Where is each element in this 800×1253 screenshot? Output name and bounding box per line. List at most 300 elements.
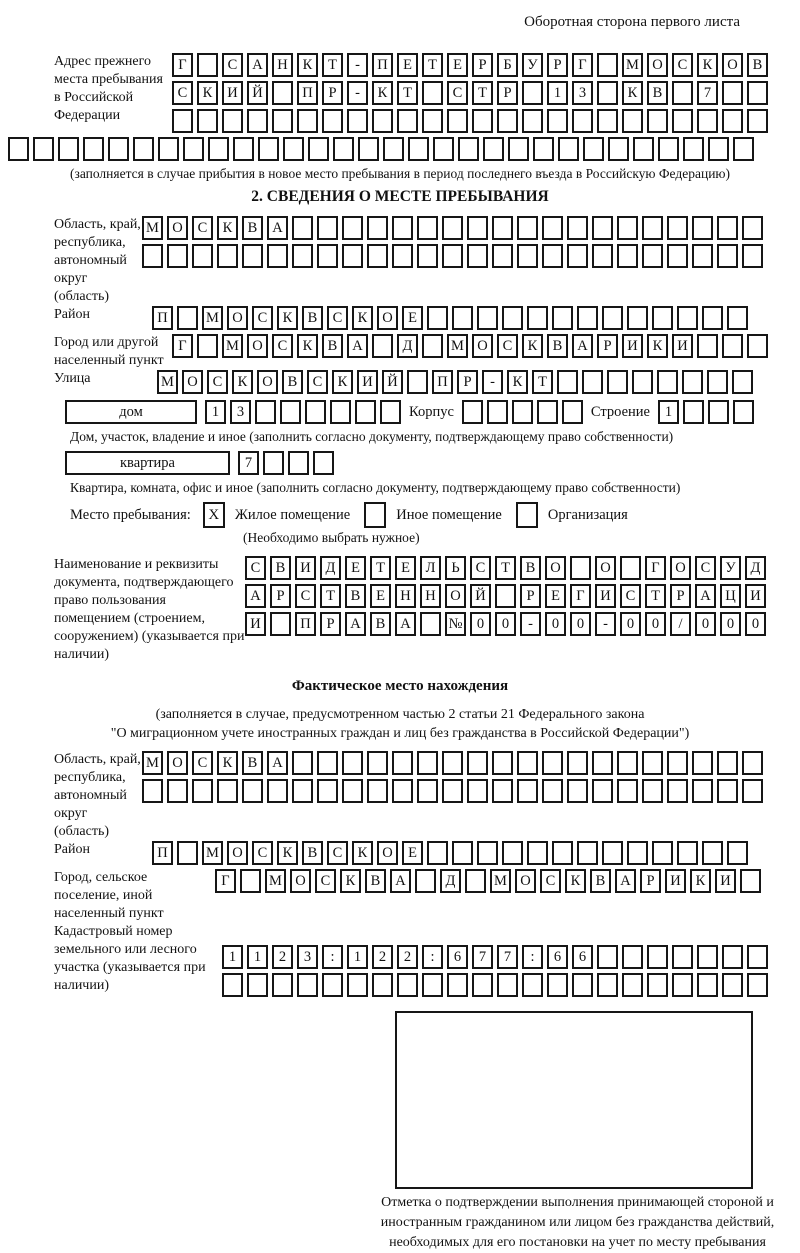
char-cell[interactable] (447, 973, 468, 997)
char-cell[interactable] (283, 137, 304, 161)
char-cell[interactable]: С (252, 841, 273, 865)
char-cell[interactable] (442, 779, 463, 803)
char-cell[interactable]: А (267, 216, 288, 240)
char-cell[interactable] (697, 973, 718, 997)
char-cell[interactable]: Н (395, 584, 416, 608)
char-cell[interactable] (717, 244, 738, 268)
char-cell[interactable]: М (202, 841, 223, 865)
char-cell[interactable]: К (352, 841, 373, 865)
char-cell[interactable] (692, 216, 713, 240)
char-cell[interactable]: О (290, 869, 311, 893)
char-cell[interactable] (467, 779, 488, 803)
char-cell[interactable] (415, 869, 436, 893)
char-cell[interactable] (577, 306, 598, 330)
char-cell[interactable]: И (222, 81, 243, 105)
char-cell[interactable] (742, 751, 763, 775)
char-cell[interactable] (467, 216, 488, 240)
char-cell[interactable]: Р (270, 584, 291, 608)
char-cell[interactable]: Й (470, 584, 491, 608)
char-cell[interactable]: Е (402, 306, 423, 330)
char-cell[interactable]: В (365, 869, 386, 893)
char-cell[interactable]: П (152, 841, 173, 865)
char-cell[interactable]: К (277, 306, 298, 330)
char-cell[interactable] (108, 137, 129, 161)
char-cell[interactable] (517, 216, 538, 240)
char-cell[interactable]: С (245, 556, 266, 580)
char-cell[interactable] (697, 334, 718, 358)
char-cell[interactable]: Р (322, 81, 343, 105)
char-cell[interactable]: Р (497, 81, 518, 105)
char-cell[interactable] (517, 779, 538, 803)
char-cell[interactable] (272, 81, 293, 105)
char-cell[interactable] (422, 334, 443, 358)
char-cell[interactable] (477, 841, 498, 865)
char-cell[interactable]: А (572, 334, 593, 358)
char-cell[interactable] (330, 400, 351, 424)
char-cell[interactable] (620, 556, 641, 580)
char-cell[interactable]: Т (370, 556, 391, 580)
char-cell[interactable]: П (295, 612, 316, 636)
char-cell[interactable] (642, 244, 663, 268)
char-cell[interactable] (433, 137, 454, 161)
char-cell[interactable]: Г (172, 53, 193, 77)
char-cell[interactable]: 1 (347, 945, 368, 969)
char-cell[interactable] (558, 137, 579, 161)
char-cell[interactable] (667, 216, 688, 240)
char-cell[interactable] (567, 751, 588, 775)
char-cell[interactable]: В (547, 334, 568, 358)
char-cell[interactable] (442, 751, 463, 775)
char-cell[interactable]: Т (495, 556, 516, 580)
char-cell[interactable]: С (272, 334, 293, 358)
char-cell[interactable] (297, 109, 318, 133)
char-cell[interactable]: 7 (497, 945, 518, 969)
char-cell[interactable]: М (265, 869, 286, 893)
char-cell[interactable] (683, 137, 704, 161)
char-cell[interactable] (672, 945, 693, 969)
char-cell[interactable]: О (595, 556, 616, 580)
char-cell[interactable] (392, 244, 413, 268)
char-cell[interactable]: К (647, 334, 668, 358)
char-cell[interactable] (672, 109, 693, 133)
char-cell[interactable]: В (270, 556, 291, 580)
char-cell[interactable]: Е (402, 841, 423, 865)
char-cell[interactable]: К (297, 53, 318, 77)
char-cell[interactable] (272, 973, 293, 997)
char-cell[interactable] (733, 137, 754, 161)
char-cell[interactable] (372, 109, 393, 133)
char-cell[interactable] (667, 244, 688, 268)
char-cell[interactable]: К (217, 751, 238, 775)
char-cell[interactable] (242, 244, 263, 268)
char-cell[interactable]: 1 (205, 400, 226, 424)
char-cell[interactable]: О (257, 370, 278, 394)
char-cell[interactable] (572, 973, 593, 997)
char-cell[interactable] (583, 137, 604, 161)
char-cell[interactable] (292, 751, 313, 775)
char-cell[interactable] (317, 216, 338, 240)
char-cell[interactable]: - (347, 53, 368, 77)
char-cell[interactable] (322, 109, 343, 133)
char-cell[interactable]: О (227, 841, 248, 865)
char-cell[interactable] (697, 945, 718, 969)
checkbox-residential[interactable]: X (203, 502, 225, 528)
char-cell[interactable]: 6 (572, 945, 593, 969)
char-cell[interactable]: Т (472, 81, 493, 105)
char-cell[interactable] (292, 216, 313, 240)
char-cell[interactable]: М (490, 869, 511, 893)
char-cell[interactable] (177, 841, 198, 865)
char-cell[interactable] (242, 779, 263, 803)
char-cell[interactable] (308, 137, 329, 161)
char-cell[interactable]: К (697, 53, 718, 77)
apartment-type-box[interactable]: квартира (65, 451, 230, 475)
char-cell[interactable] (527, 306, 548, 330)
char-cell[interactable] (740, 869, 761, 893)
char-cell[interactable] (197, 53, 218, 77)
char-cell[interactable] (522, 81, 543, 105)
char-cell[interactable] (727, 306, 748, 330)
char-cell[interactable]: 0 (695, 612, 716, 636)
char-cell[interactable]: О (377, 841, 398, 865)
char-cell[interactable] (217, 244, 238, 268)
char-cell[interactable]: А (695, 584, 716, 608)
char-cell[interactable] (547, 973, 568, 997)
char-cell[interactable]: К (332, 370, 353, 394)
char-cell[interactable]: К (522, 334, 543, 358)
char-cell[interactable]: О (722, 53, 743, 77)
char-cell[interactable]: И (295, 556, 316, 580)
char-cell[interactable] (355, 400, 376, 424)
char-cell[interactable]: Р (472, 53, 493, 77)
char-cell[interactable]: 1 (547, 81, 568, 105)
char-cell[interactable] (622, 109, 643, 133)
char-cell[interactable] (358, 137, 379, 161)
char-cell[interactable]: О (377, 306, 398, 330)
char-cell[interactable] (717, 751, 738, 775)
char-cell[interactable]: Н (420, 584, 441, 608)
char-cell[interactable] (158, 137, 179, 161)
char-cell[interactable] (367, 779, 388, 803)
char-cell[interactable] (677, 306, 698, 330)
char-cell[interactable] (427, 306, 448, 330)
char-cell[interactable]: О (515, 869, 536, 893)
char-cell[interactable] (592, 216, 613, 240)
char-cell[interactable]: 0 (720, 612, 741, 636)
char-cell[interactable] (417, 216, 438, 240)
char-cell[interactable] (692, 779, 713, 803)
char-cell[interactable] (742, 779, 763, 803)
char-cell[interactable]: А (267, 751, 288, 775)
char-cell[interactable] (492, 779, 513, 803)
char-cell[interactable]: - (482, 370, 503, 394)
char-cell[interactable]: Д (440, 869, 461, 893)
char-cell[interactable]: В (242, 751, 263, 775)
char-cell[interactable]: С (497, 334, 518, 358)
char-cell[interactable] (657, 370, 678, 394)
char-cell[interactable] (642, 751, 663, 775)
char-cell[interactable]: 0 (745, 612, 766, 636)
char-cell[interactable]: С (192, 216, 213, 240)
char-cell[interactable] (367, 244, 388, 268)
char-cell[interactable] (305, 400, 326, 424)
char-cell[interactable]: Т (320, 584, 341, 608)
char-cell[interactable]: К (352, 306, 373, 330)
char-cell[interactable] (397, 973, 418, 997)
char-cell[interactable] (597, 973, 618, 997)
char-cell[interactable] (342, 779, 363, 803)
char-cell[interactable] (465, 869, 486, 893)
char-cell[interactable] (317, 751, 338, 775)
char-cell[interactable] (380, 400, 401, 424)
char-cell[interactable] (572, 109, 593, 133)
char-cell[interactable]: 2 (397, 945, 418, 969)
char-cell[interactable] (313, 451, 334, 475)
char-cell[interactable] (392, 751, 413, 775)
char-cell[interactable] (240, 869, 261, 893)
char-cell[interactable] (702, 306, 723, 330)
char-cell[interactable]: У (522, 53, 543, 77)
char-cell[interactable] (722, 334, 743, 358)
char-cell[interactable]: О (167, 751, 188, 775)
char-cell[interactable] (458, 137, 479, 161)
char-cell[interactable]: : (322, 945, 343, 969)
char-cell[interactable]: Т (322, 53, 343, 77)
char-cell[interactable]: Р (597, 334, 618, 358)
char-cell[interactable]: В (520, 556, 541, 580)
char-cell[interactable] (8, 137, 29, 161)
char-cell[interactable] (577, 841, 598, 865)
char-cell[interactable]: Г (215, 869, 236, 893)
char-cell[interactable] (607, 370, 628, 394)
char-cell[interactable]: 7 (472, 945, 493, 969)
char-cell[interactable]: 0 (620, 612, 641, 636)
char-cell[interactable]: М (222, 334, 243, 358)
char-cell[interactable]: С (315, 869, 336, 893)
char-cell[interactable]: - (520, 612, 541, 636)
char-cell[interactable]: И (245, 612, 266, 636)
char-cell[interactable] (592, 751, 613, 775)
char-cell[interactable] (292, 244, 313, 268)
char-cell[interactable]: А (615, 869, 636, 893)
char-cell[interactable]: Й (382, 370, 403, 394)
char-cell[interactable] (667, 779, 688, 803)
char-cell[interactable]: В (370, 612, 391, 636)
char-cell[interactable]: Е (370, 584, 391, 608)
char-cell[interactable] (222, 973, 243, 997)
char-cell[interactable]: К (622, 81, 643, 105)
char-cell[interactable]: Е (545, 584, 566, 608)
char-cell[interactable]: У (720, 556, 741, 580)
char-cell[interactable] (247, 973, 268, 997)
char-cell[interactable]: М (622, 53, 643, 77)
char-cell[interactable] (602, 841, 623, 865)
char-cell[interactable]: А (347, 334, 368, 358)
char-cell[interactable] (142, 779, 163, 803)
char-cell[interactable]: И (622, 334, 643, 358)
char-cell[interactable]: 0 (645, 612, 666, 636)
char-cell[interactable]: - (595, 612, 616, 636)
char-cell[interactable] (422, 81, 443, 105)
char-cell[interactable]: Р (520, 584, 541, 608)
char-cell[interactable]: 7 (238, 451, 259, 475)
char-cell[interactable] (442, 216, 463, 240)
char-cell[interactable]: Г (572, 53, 593, 77)
char-cell[interactable]: 6 (447, 945, 468, 969)
char-cell[interactable] (683, 400, 704, 424)
char-cell[interactable] (397, 109, 418, 133)
char-cell[interactable] (483, 137, 504, 161)
char-cell[interactable] (497, 973, 518, 997)
char-cell[interactable] (617, 216, 638, 240)
char-cell[interactable] (542, 216, 563, 240)
char-cell[interactable]: О (670, 556, 691, 580)
char-cell[interactable]: К (217, 216, 238, 240)
char-cell[interactable]: К (372, 81, 393, 105)
char-cell[interactable] (392, 779, 413, 803)
char-cell[interactable] (462, 400, 483, 424)
char-cell[interactable]: В (322, 334, 343, 358)
char-cell[interactable]: В (747, 53, 768, 77)
char-cell[interactable]: С (620, 584, 641, 608)
char-cell[interactable]: Ь (445, 556, 466, 580)
char-cell[interactable]: Д (745, 556, 766, 580)
char-cell[interactable]: И (672, 334, 693, 358)
char-cell[interactable] (208, 137, 229, 161)
char-cell[interactable] (297, 973, 318, 997)
char-cell[interactable] (512, 400, 533, 424)
char-cell[interactable] (708, 137, 729, 161)
char-cell[interactable]: С (207, 370, 228, 394)
char-cell[interactable] (372, 973, 393, 997)
char-cell[interactable] (172, 109, 193, 133)
char-cell[interactable]: А (247, 53, 268, 77)
char-cell[interactable] (747, 109, 768, 133)
char-cell[interactable] (447, 109, 468, 133)
char-cell[interactable] (647, 973, 668, 997)
char-cell[interactable] (542, 779, 563, 803)
char-cell[interactable]: Т (422, 53, 443, 77)
char-cell[interactable]: 2 (372, 945, 393, 969)
char-cell[interactable]: С (327, 841, 348, 865)
char-cell[interactable]: Й (247, 81, 268, 105)
char-cell[interactable] (647, 945, 668, 969)
char-cell[interactable] (192, 244, 213, 268)
char-cell[interactable]: И (715, 869, 736, 893)
char-cell[interactable]: М (447, 334, 468, 358)
char-cell[interactable] (347, 973, 368, 997)
char-cell[interactable] (467, 751, 488, 775)
char-cell[interactable]: Р (640, 869, 661, 893)
char-cell[interactable]: С (252, 306, 273, 330)
char-cell[interactable] (267, 244, 288, 268)
char-cell[interactable]: Ц (720, 584, 741, 608)
char-cell[interactable]: О (227, 306, 248, 330)
char-cell[interactable]: Е (345, 556, 366, 580)
char-cell[interactable] (672, 81, 693, 105)
char-cell[interactable]: 3 (230, 400, 251, 424)
char-cell[interactable] (722, 945, 743, 969)
house-type-box[interactable]: дом (65, 400, 197, 424)
char-cell[interactable]: Г (172, 334, 193, 358)
char-cell[interactable]: С (222, 53, 243, 77)
char-cell[interactable]: - (347, 81, 368, 105)
char-cell[interactable] (592, 244, 613, 268)
char-cell[interactable]: / (670, 612, 691, 636)
char-cell[interactable] (217, 779, 238, 803)
char-cell[interactable]: С (295, 584, 316, 608)
char-cell[interactable] (632, 370, 653, 394)
char-cell[interactable] (197, 334, 218, 358)
char-cell[interactable]: В (302, 841, 323, 865)
char-cell[interactable] (533, 137, 554, 161)
char-cell[interactable] (142, 244, 163, 268)
char-cell[interactable] (472, 109, 493, 133)
char-cell[interactable] (747, 973, 768, 997)
char-cell[interactable]: С (307, 370, 328, 394)
char-cell[interactable]: В (590, 869, 611, 893)
char-cell[interactable] (552, 841, 573, 865)
char-cell[interactable]: 0 (570, 612, 591, 636)
char-cell[interactable]: Р (320, 612, 341, 636)
char-cell[interactable]: Р (547, 53, 568, 77)
char-cell[interactable] (672, 973, 693, 997)
char-cell[interactable] (552, 306, 573, 330)
char-cell[interactable]: Г (570, 584, 591, 608)
char-cell[interactable] (722, 973, 743, 997)
char-cell[interactable]: О (247, 334, 268, 358)
char-cell[interactable]: 2 (272, 945, 293, 969)
char-cell[interactable]: М (157, 370, 178, 394)
char-cell[interactable] (597, 945, 618, 969)
char-cell[interactable] (502, 306, 523, 330)
char-cell[interactable] (317, 779, 338, 803)
char-cell[interactable]: Г (645, 556, 666, 580)
char-cell[interactable] (570, 556, 591, 580)
char-cell[interactable] (492, 216, 513, 240)
char-cell[interactable] (537, 400, 558, 424)
char-cell[interactable]: М (142, 751, 163, 775)
char-cell[interactable] (542, 751, 563, 775)
char-cell[interactable] (167, 244, 188, 268)
char-cell[interactable] (133, 137, 154, 161)
char-cell[interactable] (263, 451, 284, 475)
char-cell[interactable]: Р (670, 584, 691, 608)
char-cell[interactable]: 1 (222, 945, 243, 969)
char-cell[interactable] (582, 370, 603, 394)
char-cell[interactable] (367, 216, 388, 240)
char-cell[interactable] (642, 216, 663, 240)
char-cell[interactable] (652, 306, 673, 330)
char-cell[interactable] (597, 81, 618, 105)
char-cell[interactable] (597, 53, 618, 77)
char-cell[interactable] (733, 400, 754, 424)
char-cell[interactable]: Р (457, 370, 478, 394)
char-cell[interactable] (467, 244, 488, 268)
char-cell[interactable] (682, 370, 703, 394)
char-cell[interactable] (677, 841, 698, 865)
char-cell[interactable] (280, 400, 301, 424)
char-cell[interactable] (692, 244, 713, 268)
char-cell[interactable]: № (445, 612, 466, 636)
char-cell[interactable]: Е (397, 53, 418, 77)
char-cell[interactable]: : (522, 945, 543, 969)
char-cell[interactable] (317, 244, 338, 268)
char-cell[interactable]: С (672, 53, 693, 77)
char-cell[interactable] (732, 370, 753, 394)
char-cell[interactable] (508, 137, 529, 161)
char-cell[interactable]: С (540, 869, 561, 893)
